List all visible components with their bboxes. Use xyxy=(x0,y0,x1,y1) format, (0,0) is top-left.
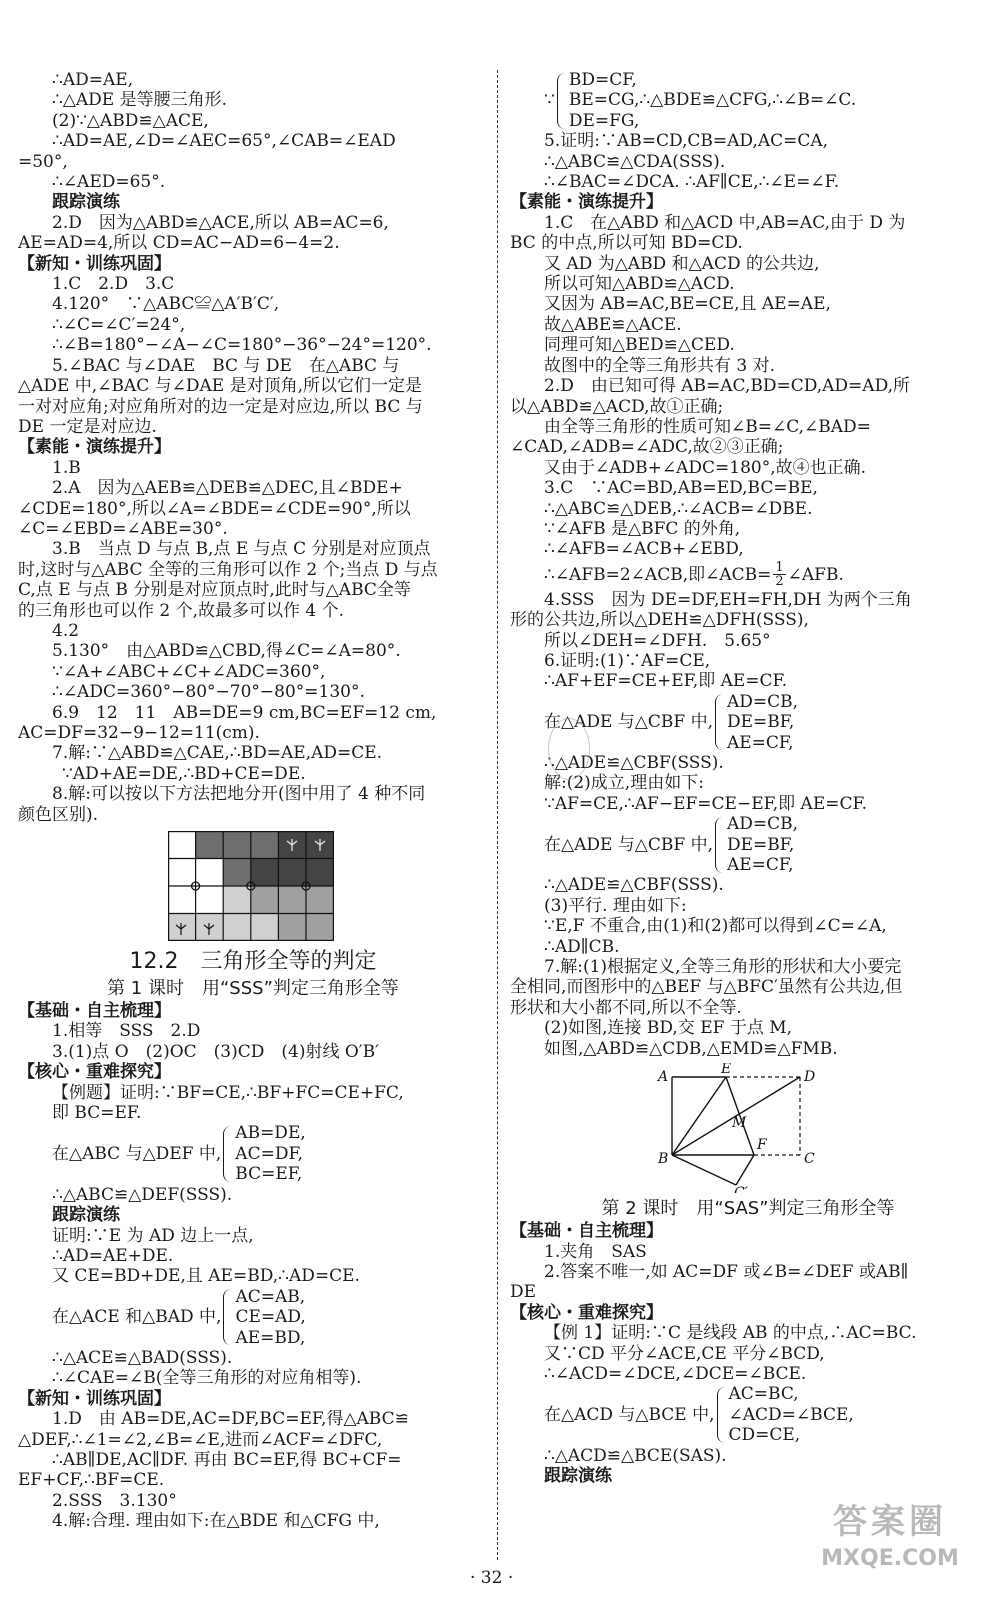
text-line: 5.∠BAC 与∠DAE BC 与 DE 在△ABC 与 xyxy=(52,355,400,376)
text-line: 6.9 12 11 AB=DE=9 cm,BC=EF=12 cm, xyxy=(52,702,437,723)
text-line: 1.C 在△ABD 和△ACD 中,AB=AC,由于 D 为 xyxy=(544,212,906,233)
text-line: ∴△ABC≌△DEF(SSS). xyxy=(52,1184,233,1205)
text-line: ∠AFB. xyxy=(787,564,844,585)
label-D: D xyxy=(804,1069,816,1086)
brace-line: BC=EF, xyxy=(235,1164,303,1185)
text-line: 故△ABE≌△ACE. xyxy=(544,314,682,335)
text-line: 4.解:合理. 理由如下:在△BDE 和△CFG 中, xyxy=(52,1511,380,1532)
section-heading: 【素能・演练提升】 xyxy=(510,192,663,213)
text-line: ∴AD=AE+DE. xyxy=(52,1245,174,1266)
text-line: 3.C ∵AC=BD,AB=ED,BC=BE, xyxy=(544,478,818,499)
subsection-heading: 跟踪演练 xyxy=(544,1465,612,1486)
brace-line: AE=CF, xyxy=(726,732,794,753)
brace-line: BE=CG,∴△BDE≌△CFG,∴∠B=∠C. xyxy=(568,90,857,111)
text-line: DE xyxy=(510,1282,537,1303)
label-C-prime: C′ xyxy=(734,1185,748,1194)
left-column xyxy=(18,70,488,1532)
text-line: 4.SSS 因为 DE=DF,EH=FH,DH 为两个三角 xyxy=(544,589,912,610)
watermark-text: 答案圈 xyxy=(833,1502,947,1542)
brace-line: BD=CF, xyxy=(568,70,637,90)
fraction-denominator: 2 xyxy=(775,574,784,590)
text-line: AC=DF=32−9−12=11(cm). xyxy=(18,723,260,743)
equation-system xyxy=(510,70,986,131)
brace-line: AE=CF, xyxy=(726,855,794,876)
text-line: ∴△ADE≌△CBF(SSS). xyxy=(544,753,724,773)
text-line: 1.C 2.D 3.C xyxy=(52,274,175,295)
text-line: 6.证明:(1)∵AF=CE, xyxy=(544,650,711,671)
brace xyxy=(223,1126,232,1182)
text-line: ∴∠CAE=∠B(全等三角形的对应角相等). xyxy=(52,1368,362,1389)
lesson-title: 第 2 课时 用“SAS”判定三角形全等 xyxy=(601,1198,895,1220)
brace-line: AC=BC, xyxy=(728,1384,799,1405)
equation-system xyxy=(510,814,986,875)
section-heading: 【素能・演练提升】 xyxy=(18,437,171,458)
brace xyxy=(715,817,724,873)
text-line: ∠CAD,∠ADB=∠ADC,故②③正确; xyxy=(510,437,784,458)
brace-line: AE=BD, xyxy=(235,1327,306,1348)
text-line: 所以∠DEH=∠DFH. 5.65° xyxy=(544,630,771,651)
text-line: ∠C=∠EBD=∠ABE=30°. xyxy=(18,518,228,539)
text-line: 4.2 xyxy=(52,620,80,641)
text-line: 又 AD 为△ABD 和△ACD 的公共边, xyxy=(544,253,820,274)
text-line: 又由于∠ADB+∠ADC=180°,故④也正确. xyxy=(544,457,867,478)
text-line: 证明:∵E 为 AD 边上一点, xyxy=(52,1225,254,1246)
text-line: ∴∠BAC=∠DCA. ∴AF∥CE,∴∠E=∠F. xyxy=(544,172,840,193)
watermark-url: MXQE.COM xyxy=(821,1546,959,1571)
brace-line: AD=CB, xyxy=(726,691,799,712)
text-line: ∴AD∥CB. xyxy=(544,936,620,957)
text-line: 即 BC=EF. xyxy=(52,1103,142,1124)
brace xyxy=(715,694,724,750)
label-E: E xyxy=(721,1063,732,1078)
page-number: · 32 · xyxy=(470,1568,514,1588)
text-line: ∴AB∥DE,AC∥DF. 再由 BC=EF,得 BC+CF= xyxy=(52,1449,402,1470)
label-C: C xyxy=(804,1151,815,1168)
text-line: ∴∠B=180°−∠A−∠C=180°−36°−24°=120°. xyxy=(52,335,432,356)
text-line: 故图中的全等三角形共有 3 对. xyxy=(544,355,776,376)
text-line: 颜色区别). xyxy=(18,804,99,825)
text-line: EF+CF,∴BF=CE. xyxy=(18,1470,165,1491)
text-line: 7.解:∵△ABD≌△CAE,∴BD=AE,AD=CE. xyxy=(52,743,383,764)
text-line: ∴∠AFB=2∠ACB,即∠ACB= xyxy=(544,564,772,585)
equation-system xyxy=(18,1123,488,1184)
column-divider xyxy=(497,70,498,1560)
text-line: 2.D 由已知可得 AB=AC,BD=CD,AD=AD,所 xyxy=(544,376,911,397)
text-line: ∴∠AFB=∠ACB+∠EBD, xyxy=(544,539,744,560)
text-line: 2.答案不唯一,如 AC=DF 或∠B=∠DEF 或AB∥ xyxy=(544,1261,909,1282)
label-M: M xyxy=(732,1115,747,1132)
text-line: ∴∠ACD=∠DCE,∠DCE=∠BCE. xyxy=(544,1363,807,1384)
text-line: (2)∵△ABD≌△ACE, xyxy=(52,110,209,131)
fraction xyxy=(773,561,785,588)
text-line: 8.解:可以按以下方法把地分开(图中用了 4 种不同 xyxy=(52,784,426,805)
text-line: 由全等三角形的性质可知∠B=∠C,∠BAD= xyxy=(544,416,871,437)
label-A: A xyxy=(658,1069,669,1086)
text-line: 时,这时与△ABC 全等的三角形可以作 2 个;当点 D 与点 xyxy=(18,559,438,580)
text-line: 2.A 因为△AEB≌△DEB≌△DEC,且∠BDE+ xyxy=(52,478,403,499)
text-line: ∴AD=AE, xyxy=(52,70,134,90)
brace-line: AD=CB, xyxy=(726,814,799,835)
text-line: 在△ADE 与△CBF 中, xyxy=(544,712,713,733)
brace-line: AB=DE, xyxy=(235,1123,306,1144)
text-line: △DEF,∴∠1=∠2,∠B=∠E,进而∠ACF=∠DFC, xyxy=(18,1429,383,1450)
text-line: 在△ADE 与△CBF 中, xyxy=(544,834,713,855)
text-line: 又因为 AB=AC,BE=CE,且 AE=AE, xyxy=(544,294,831,315)
text-line: ∴△ACD≌△BCE(SAS). xyxy=(544,1445,727,1466)
equation-system xyxy=(18,1287,488,1348)
brace xyxy=(557,73,566,129)
geometry-svg xyxy=(650,1063,850,1193)
text-line: BC 的中点,所以可知 BD=CD. xyxy=(510,233,743,254)
text-line: 以△ABD≌△ACD,故①正确; xyxy=(510,396,724,417)
text-line: 一对对应角;对应角所对的边一定是对应边,所以 BC 与 xyxy=(18,396,423,417)
text-line: ∴△ACE≌△BAD(SSS). xyxy=(52,1347,233,1368)
text-line: 3.B 当点 D 与点 B,点 E 与点 C 分别是对应顶点 xyxy=(52,539,431,560)
text-line: 1.D 由 AB=DE,AC=DF,BC=EF,得△ABC≌ xyxy=(52,1409,409,1430)
subsection-heading: 跟踪演练 xyxy=(52,192,120,213)
equation-system xyxy=(510,1384,986,1445)
text-line: 解:(2)成立,理由如下: xyxy=(544,773,704,794)
section-heading: 【新知・训练巩固】 xyxy=(18,1388,171,1409)
brace xyxy=(223,1289,232,1345)
text-line: 形的公共边,所以△DEH≌△DFH(SSS), xyxy=(510,610,809,631)
land-division-figure xyxy=(168,831,334,941)
text-line: 5.证明:∵AB=CD,CB=AD,AC=CA, xyxy=(544,131,829,152)
brace xyxy=(717,1387,726,1443)
text-line: 在△ACE 和△BAD 中, xyxy=(52,1307,222,1328)
label-F: F xyxy=(757,1137,767,1154)
text-line: 的三角形也可以作 2 个,故最多可以作 4 个. xyxy=(18,600,345,621)
text-line: 4.120° ∵△ABC≌△A′B′C′, xyxy=(52,294,280,315)
text-line: ∴△ABC≌△DEB,∴∠ACB=∠DBE. xyxy=(544,498,813,519)
text-line: 所以可知△ABD≌△ACD. xyxy=(544,274,735,295)
text-line: DE 一定是对应边. xyxy=(18,416,157,437)
text-line: 1.夹角 SAS xyxy=(544,1241,647,1262)
text-line: ∴∠C=∠C′=24°, xyxy=(52,314,186,335)
text-line: ∠CDE=180°,所以∠A=∠BDE=∠CDE=90°,所以 xyxy=(18,498,411,519)
text-line: △ADE 中,∠BAC 与∠DAE 是对顶角,所以它们一定是 xyxy=(18,376,422,397)
land-grid-svg xyxy=(168,831,334,941)
text-line: 1.相等 SSS 2.D xyxy=(52,1021,201,1042)
text-line: 1.B xyxy=(52,457,81,478)
text-line: 同理可知△BED≌△CED. xyxy=(544,335,735,356)
brace-line: CE=AD, xyxy=(235,1307,306,1328)
text-line: 7.解:(1)根据定义,全等三角形的形状和大小要完 xyxy=(544,957,902,978)
text-line: (3)平行. 理由如下: xyxy=(544,895,687,916)
text-line: 【例题】证明:∵BF=CE,∴BF+FC=CE+FC, xyxy=(52,1082,404,1103)
text-line: 2.D 因为△ABD≌△ACE,所以 AB=AC=6, xyxy=(52,212,389,233)
section-heading: 【核心・重难探究】 xyxy=(18,1062,171,1083)
text-line: ∴AF+EF=CE+EF,即 AE=CF. xyxy=(544,671,788,692)
text-line: ∴△ADE 是等腰三角形. xyxy=(52,90,228,111)
text-line: 又 CE=BD+DE,且 AE=BD,∴AD=CE. xyxy=(52,1266,360,1287)
brace-line: CD=CE, xyxy=(728,1425,801,1446)
text-line: 全相同,而图形中的△BEF 与△BFC′虽然有公共边,但 xyxy=(510,977,903,998)
text-line: 3.(1)点 O (2)OC (3)CD (4)射线 O′B′ xyxy=(52,1041,380,1062)
text-line: 2.SSS 3.130° xyxy=(52,1490,177,1511)
text-line: ∵E,F 不重合,由(1)和(2)都可以得到∠C=∠A, xyxy=(544,916,887,937)
brace-line: AC=AB, xyxy=(235,1286,306,1307)
brace-line: DE=BF, xyxy=(726,834,795,855)
text-line: 如图,△ABD≌△CDB,△EMD≌△FMB. xyxy=(544,1038,838,1059)
text-line: 5.130° 由△ABD≌△CBD,得∠C=∠A=80°. xyxy=(52,641,401,662)
section-heading: 【核心・重难探究】 xyxy=(510,1302,663,1323)
text-line: ∵∠AFB 是△BFC 的外角, xyxy=(544,518,741,539)
text-line: ∴AD=AE,∠D=∠AEC=65°,∠CAB=∠EAD xyxy=(52,131,396,152)
text-line: 【例 1】证明:∵C 是线段 AB 的中点,∴AC=BC. xyxy=(544,1323,917,1344)
text-line: 在△ABC 与△DEF 中, xyxy=(52,1143,222,1164)
text-line: ∵∠A+∠ABC+∠C+∠ADC=360°, xyxy=(52,661,326,682)
section-heading: 【基础・自主梳理】 xyxy=(510,1221,663,1242)
text-line: (2)如图,连接 BD,交 EF 于点 M, xyxy=(544,1018,793,1039)
watermark-logo xyxy=(800,1500,980,1590)
text-line: 又∵CD 平分∠ACE,CE 平分∠BCD, xyxy=(544,1343,825,1364)
text-line: ∵AF=CE,∴AF−EF=CE−EF,即 AE=CF. xyxy=(544,793,868,814)
geometry-figure xyxy=(650,1063,850,1193)
text-line: 在△ACD 与△BCE 中, xyxy=(544,1404,715,1425)
brace-line: DE=FG, xyxy=(568,110,640,131)
section-heading: 【新知・训练巩固】 xyxy=(18,253,171,274)
fraction-numerator: 1 xyxy=(775,560,784,576)
chapter-title: 12.2 三角形全等的判定 xyxy=(129,949,377,975)
text-line: 形状和大小都不同,所以不全等. xyxy=(510,997,742,1018)
text-line: ∴△ABC≌△CDA(SSS). xyxy=(544,151,726,172)
fraction-line xyxy=(510,560,986,590)
brace-line: ∠ACD=∠BCE, xyxy=(728,1404,854,1425)
text-line: ∵ xyxy=(544,90,555,111)
text-line: C,点 E 与点 B 分别是对应顶点时,此时与△ABC全等 xyxy=(18,580,411,601)
text-line: =50°, xyxy=(18,151,68,172)
stamp-mark xyxy=(548,718,590,780)
brace-line: AC=DF, xyxy=(235,1143,304,1164)
section-heading: 【基础・自主梳理】 xyxy=(18,1001,171,1022)
brace-line: DE=BF, xyxy=(726,712,795,733)
lesson-title: 第 1 课时 用“SSS”判定三角形全等 xyxy=(107,978,399,1000)
text-line: AE=AD=4,所以 CD=AC−AD=6−4=2. xyxy=(18,233,340,254)
subsection-heading: 跟踪演练 xyxy=(52,1205,120,1226)
text-line: ∴∠AED=65°. xyxy=(52,172,166,193)
text-line: ∵AD+AE=DE,∴BD+CE=DE. xyxy=(62,763,306,784)
text-line: ∴∠ADC=360°−80°−70°−80°=130°. xyxy=(52,682,365,703)
label-B: B xyxy=(658,1151,669,1168)
text-line: ∴△ADE≌△CBF(SSS). xyxy=(544,875,724,896)
right-column xyxy=(510,70,986,1486)
